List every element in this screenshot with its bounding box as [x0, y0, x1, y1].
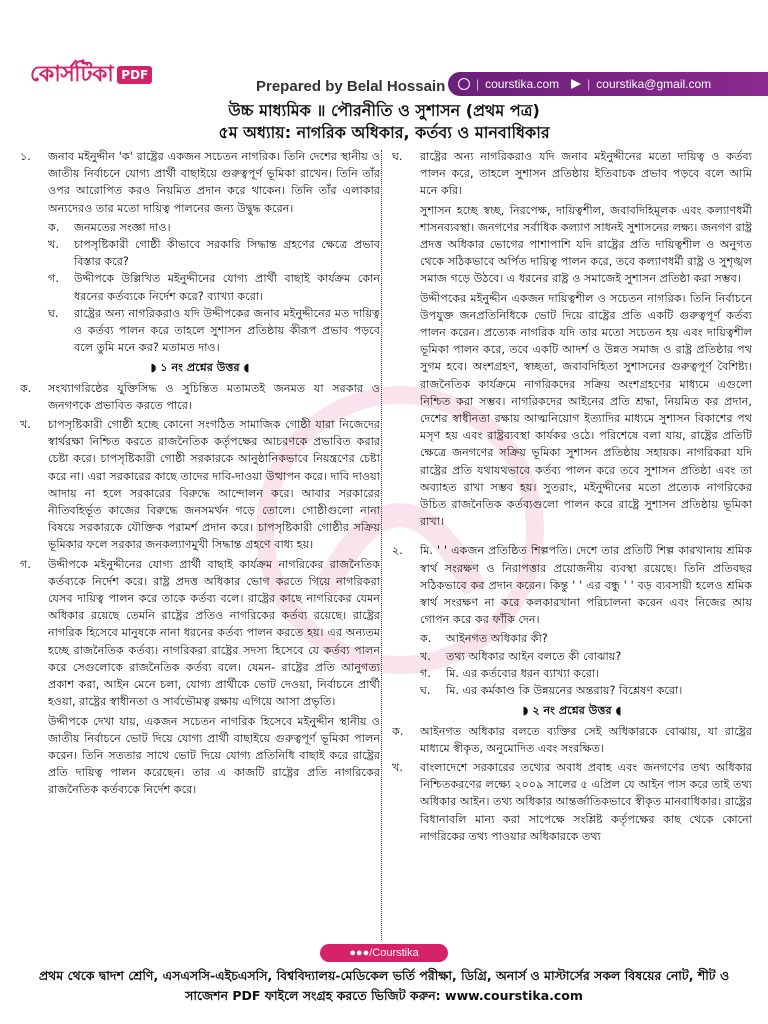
- logo-pdf-badge: PDF: [117, 66, 152, 84]
- question-number: ১.: [20, 150, 31, 163]
- part-label: ক.: [48, 220, 60, 234]
- question-number: ২.: [392, 544, 403, 558]
- part-label: গ.: [48, 272, 59, 286]
- part-text: মি. এর কর্তব্যের ধরন ব্যাখ্যা করো।: [446, 666, 600, 680]
- part-label: ঘ.: [48, 306, 59, 320]
- part-label: ঘ.: [420, 684, 431, 698]
- youtube-icon: ●: [355, 947, 363, 959]
- answer-ga-paragraph: উদ্দীপকে দেখা যায়, একজন সচেতন নাগরিক হিসেবে মইনুদ্দীন স্থানীয় ও জাতীয় নির্বাচনে ভোট দিয়ে যোগ্য প্রার্থী বাছাইয়ে গুরুত্বপূর্ণ ভূমিকা পালন করেন। তিনি সততার সাথে ভোট দিয়ে যোগ্য প্রতিনিধি বাছাই করে রাষ্ট্রের প্রতি দায়িত্ব পালন করেছেন। তার এ কাজটি রাষ্ট্রের প্রতি নাগরিকের রাজনৈতিক কর্তব্যকে নির্দেশ করে।: [48, 714, 380, 797]
- contact-bar: [448, 72, 768, 96]
- answer-ka: [20, 380, 380, 414]
- part-gha: [420, 682, 752, 699]
- separator: |: [476, 77, 480, 91]
- footer-line-2[interactable]: সাজেশন PDF ফাইলে সংগ্রহ করতে ভিজিট করুন: www.courstika.com: [185, 988, 583, 1003]
- answer-heading: ◗ ২ নং প্রশ্নের উত্তর ◖: [522, 704, 622, 718]
- chapter-title: ৫ম অধ্যায়: নাগরিক অধিকার, কর্তব্য ও মানবাধিকার: [218, 123, 550, 142]
- answer-label: ক.: [20, 381, 32, 395]
- answer-label: খ.: [392, 760, 403, 774]
- document-title: উচ্চ মাধ্যমিক ॥ পৌরনীতি ও সুশাসন (প্রথম পত্র): [228, 101, 540, 120]
- answer-ga: [20, 556, 380, 711]
- answer-gha: [392, 148, 752, 200]
- answer-label: গ.: [20, 557, 31, 571]
- part-ka: [420, 630, 752, 647]
- answer-kha: [392, 759, 752, 845]
- part-label: খ.: [48, 238, 59, 252]
- answer-kha: [20, 416, 380, 554]
- part-text: জনমতের সংজ্ঞা দাও।: [74, 220, 171, 234]
- answer-heading-text: ২ নং প্রশ্নের উত্তর: [532, 704, 612, 718]
- part-kha: [48, 236, 380, 270]
- part-ga: [48, 270, 380, 304]
- answer-text: আইনগত অধিকার বলতে ব্যক্তির সেই অধিকারকে বোঝায়, যা রাষ্ট্রের মাধ্যমে স্বীকৃত, অনুমোদিত এবং সংরক্ষিত।: [420, 724, 752, 755]
- answer-text: চাপসৃষ্টিকারী গোষ্ঠী হচ্ছে কোনো সংগঠিত সামাজিক গোষ্ঠী যারা নিজেদের স্বার্থরক্ষা নিশ্চিত করতে রাজনৈতিক কর্তৃপক্ষের আচরণকে প্রভাবিত করার চেষ্টা করে। চাপসৃষ্টিকারী গোষ্ঠী সরকারকে আনুষ্ঠানিকভাবে নিয়ন্ত্রণের চেষ্টা করে না। এরা সরকারের কাছে তাদের দাবি-দাওয়া উত্থাপন করে। দাবি দাওয়া আদায় না হলে সরকারের বিরুদ্ধে আন্দোলন করে। আবার সরকারের নীতিবহির্ভূত কাজের বিরুদ্ধে জনসমর্থন গড়ে তোলে। গোষ্ঠীগুলো নানা বিষয়ে সরকারকে যৌক্তিক পরামর্শ প্রদান করে। চাপসৃষ্টিকারী গোষ্ঠীর সক্রিয় ভূমিকার ফলে সরকার জনকল্যাণমুখী সিদ্ধান্ত গ্রহণে বাধ্য হয়।: [48, 418, 380, 552]
- footer-line-1: প্রথম থেকে দ্বাদশ শ্রেণি, এসএসসি-এইচএসসি, বিশ্ববিদ্যালয়-মেডিকেল ভর্তি পরীক্ষা, ডিগ্রি, অনার্স ও মাস্টার্সের সকল বিষয়ের নোট, শীট ও: [38, 968, 730, 983]
- left-column: [20, 148, 380, 801]
- part-ka: [48, 219, 380, 236]
- question-stem: জনাব মইনুদ্দীন 'ক' রাষ্ট্রের একজন সচেতন নাগরিক। তিনি দেশের স্থানীয় ও জাতীয় নির্বাচনে যোগ্য প্রার্থী বাছাইয়ে গুরুত্বপূর্ণ ভূমিকা রাখেন। তিনি তাঁর ওপর আরোপিত করও নিয়মিত প্রদান করে থাকেন। তিনি তাঁর এলাকার অন্যদেরও তার মতো দায়িত্ব পালনের জন্য উদ্বুদ্ধ করেন।: [48, 150, 380, 215]
- separator: |: [587, 77, 591, 91]
- part-gha: [48, 305, 380, 357]
- answer-text: রাষ্ট্রের অন্য নাগরিকরাও যদি জনাব মইনুদ্দীনের মতো দায়িত্ব ও কর্তব্য পালন করে, তাহলে সুশাসন প্রতিষ্ঠায় ইতিবাচক প্রভাব পড়বে বলে আমি মনে করি।: [420, 150, 752, 198]
- question-1: [20, 148, 380, 217]
- column-divider: [381, 150, 382, 940]
- part-kha: [420, 648, 752, 665]
- part-label: গ.: [420, 666, 431, 680]
- telegram-icon: [571, 79, 581, 89]
- part-label: খ.: [420, 649, 431, 663]
- answer-text: বাংলাদেশে সরকারের তথ্যের অবাধ প্রবাহ এবং জনগণের তথ্য অধিকার নিশ্চিতকরণের লক্ষ্যে ২০০৯ সালের ৫ এপ্রিল যে আইন পাস করে তাই তথ্য অধিকার আইন। তথ্য অধিকার আন্তর্জাতিকভাবে স্বীকৃত মানবাধিকার। রাষ্ট্রের বিধানাবলি মান্য করা সাপেক্ষে সংশ্লিষ্ট কর্তৃপক্ষের কাছ থেকে কোনো নাগরিকের তথ্য পাওয়ার অধিকারকে তথ্য: [420, 760, 752, 843]
- part-text: উদ্দীপকে উল্লিখিত মইনুদ্দীনের যোগ্য প্রার্থী বাছাই কার্যক্রম কোন ধরনের কর্তব্যকে নির্দেশ করে? ব্যাখ্যা করো।: [74, 272, 380, 303]
- prepared-by: Prepared by Belal Hossain: [256, 78, 446, 95]
- answer-heading: ◗ ১ নং প্রশ্নের উত্তর ◖: [150, 361, 250, 375]
- answer-ka: [392, 723, 752, 757]
- answer-gha-paragraph-2: উদ্দীপকের মইনুদ্দীন একজন দায়িত্বশীল ও সচেতন নাগরিক। তিনি নির্বাচনে উপযুক্ত জনপ্রতিনিধিকে ভোট দিয়ে রাষ্ট্রের প্রতি একটি গুরুত্বপূর্ণ কর্তব্য পালন করেন। প্রত্যেক নাগরিক যদি তার মতো সচেতন হয় এবং দায়িত্বশীল ভূমিকা পালন করে, তবে একটি আদর্শ ও উন্নত সমাজ ও রাষ্ট্র প্রতিষ্ঠার পথ সুগম হবে। অংশগ্রহণ, স্বচ্ছতা, জবাবদিহিতা সুশাসনের গুরুত্বপূর্ণ বৈশিষ্ট্য। রাজনৈতিক কার্যক্রমে নাগরিকদের সক্রিয় অংশগ্রহণের মাধ্যমে এগুলো নিশ্চিত করা সম্ভব। নাগরিকদের আইনের প্রতি শ্রদ্ধা, নিয়মিত কর প্রদান, দেশের স্বাধীনতা রক্ষায় আত্মনিয়োগ ইত্যাদির মাধ্যমে সুশাসন বিকাশের পথ মসৃণ হয় এবং রাষ্ট্রব্যবস্থা কার্যকর ওঠে। পরিশেষে বলা যায়, রাষ্ট্রের প্রতিটি ক্ষেত্রে জনগণের সক্রিয় ভূমিকা সুশাসন প্রতিষ্ঠায় সহায়ক। নাগরিকরা যদি রাষ্ট্রের প্রতি যথাযথভাবে কর্তব্য পালন করে তবে সুশাসন প্রতিষ্ঠা এবং তা অব্যাহত রাখা সম্ভব হয়। সুতরাং, মইনুদ্দীনের মতো প্রত্যেক নাগরিকের উচিত রাজনৈতিক কর্তব্যগুলো পালন করে রাষ্ট্রে সুশাসন প্রতিষ্ঠায় ভূমিকা রাখা।: [420, 291, 752, 529]
- answer-label: ক.: [392, 724, 404, 738]
- social-handle-badge[interactable]: [320, 944, 448, 962]
- right-column: [392, 148, 752, 847]
- part-text: রাষ্ট্রের অন্য নাগরিকরাও যদি উদ্দীপকের জনাব মইনুদ্দীনের মত দায়িত্ব ও কর্তব্য পালন করে তাহলে সুশাসন প্রতিষ্ঠায় কীরূপ প্রভাব পড়বে বলে তুমি মনে কর? মতামত দাও।: [74, 306, 380, 355]
- page-header: [0, 0, 768, 95]
- facebook-icon: ●: [349, 947, 356, 959]
- part-text: আইনগত অধিকার কী?: [446, 632, 548, 646]
- question-2: [392, 542, 752, 628]
- question-parts: [48, 219, 380, 357]
- answer-heading-text: ১ নং প্রশ্নের উত্তর: [160, 361, 240, 375]
- courstika-logo[interactable]: [30, 60, 190, 90]
- answer-label: খ.: [20, 418, 31, 432]
- email-link[interactable]: courstika@gmail.com: [596, 77, 712, 91]
- question-parts: [420, 630, 752, 699]
- website-link[interactable]: courstika.com: [485, 77, 560, 91]
- social-handle: /Courstika: [369, 947, 419, 959]
- globe-icon: [458, 78, 470, 90]
- part-ga: [420, 665, 752, 682]
- question-stem: মি. ' ' একজন প্রতিষ্ঠিত শিল্পপতি। দেশে তার প্রতিটি শিল্প কারখানায় শ্রমিক স্বার্থ সংরক্ষণ ও নিরাপত্তার প্রয়োজনীয় ব্যবস্থা রয়েছে। তিনি প্রতিবছর সঠিকভাবে কর প্রদান করেন। কিন্তু ' ' এর বন্ধু ' ' বড় ব্যবসায়ী হলেও শ্রমিক স্বার্থ সংরক্ষণ না করে কলকারখানা পরিচালনা করেন এবং নিজের আয় গোপন করে কর ফাঁকি দেন।: [420, 544, 752, 627]
- logo-text: কোর্সটিকা: [30, 61, 114, 87]
- pinterest-icon: ●: [362, 947, 370, 959]
- answer-gha-paragraph-1: সুশাসন হচ্ছে স্বচ্ছ, নিরপেক্ষ, দায়িত্বশীল, জবাবদিহিমূলক এবং কল্যাণধর্মী শাসনব্যবস্থা। জনগণের সর্বাধিক কল্যাণ সাধনই সুশাসনের লক্ষ্য। জনগণ রাষ্ট্র প্রদত্ত অধিকার ভোগের পাশাপাশি যদি রাষ্ট্রের প্রতি দায়িত্বশীল ও অনুগত থেকে সঠিকভাবে অর্পিত দায়িত্ব পালন করে, তবে কল্যাণধর্মী রাষ্ট্র ও সুশৃঙ্খল সমাজ গড়ে উঠবে। এ ধরনের রাষ্ট্র ও সমাজেই সুশাসন প্রতিষ্ঠা করা সম্ভব।: [420, 203, 752, 286]
- answer-text: সংখ্যাগরিষ্ঠের যুক্তিসিদ্ধ ও সুচিন্তিত মতামতই জনমত যা সরকার ও জনগণকে প্রভাবিত করতে পারে।: [48, 381, 380, 412]
- answer-label: ঘ.: [392, 150, 403, 163]
- part-label: ক.: [420, 632, 432, 646]
- part-text: চাপসৃষ্টিকারী গোষ্ঠী কীভাবে সরকারি সিদ্ধান্ত গ্রহণের ক্ষেত্রে প্রভাব বিস্তার করে?: [74, 238, 380, 269]
- part-text: তথ্য অধিকার আইন বলতে কী বোঝায়?: [446, 649, 622, 663]
- part-text: মি. এর কর্মকাণ্ড কি উন্নয়নের অন্তরায়? বিশ্লেষণ করো।: [446, 684, 683, 698]
- answer-text: উদ্দীপকে মইনুদ্দীনের যোগ্য প্রার্থী বাছাই কার্যক্রম নাগরিকের রাজনৈতিক কর্তব্যকে নির্দেশ করে। রাষ্ট্র প্রদত্ত অধিকার ভোগ করতে গিয়ে নাগরিকরা যেসব দায়িত্ব পালন করে তাকে কর্তব্য বলে। রাষ্ট্রের কাছে নাগরিকের যেমন অধিকার রয়েছে তেমনি রাষ্ট্রের প্রতিও নাগরিকের কর্তব্য রয়েছে। রাষ্ট্রের নাগরিক হিসেবে মানুষকে নানা ধরনের কর্তব্য পালন করতে হয়। এর অন্যতম হচ্ছে রাজনৈতিক কর্তব্য। নাগরিকরা রাষ্ট্রের সদস্য হিসেবে যে কর্তব্য পালন করে সেগুলোকে রাজনৈতিক কর্তব্য বলে। যেমন- রাষ্ট্রের প্রতি আনুগত্য প্রকাশ করা, আইন মেনে চলা, যোগ্য প্রার্থীকে ভোট দেওয়া, নির্বাচনে প্রার্থী হওয়া, রাষ্ট্রের স্বাধীনতা ও সার্বভৌমত্ব রক্ষায় এগিয়ে আসা প্রভৃতি।: [48, 557, 380, 709]
